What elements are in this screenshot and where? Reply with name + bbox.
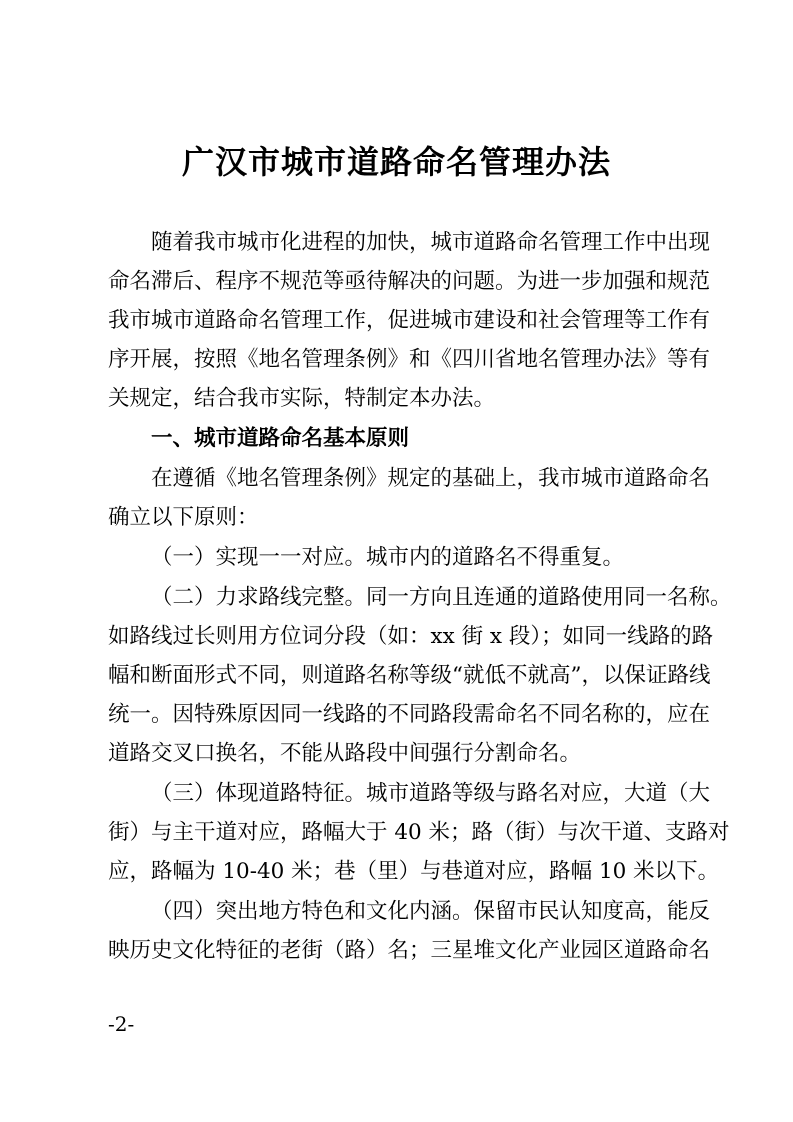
paragraph-line: 统一。因特殊原因同一线路的不同路段需命名不同名称的，应在 [108, 702, 711, 727]
paragraph-line: 我市城市道路命名管理工作，促进城市建设和社会管理等工作有 [108, 308, 711, 333]
paragraph-line: 随着我市城市化进程的加快，城市道路命名管理工作中出现 [151, 230, 711, 255]
paragraph-line: 关规定，结合我市实际，特制定本办法。 [108, 386, 496, 411]
paragraph-line: （三）体现道路特征。城市道路等级与路名对应，大道（大 [151, 781, 711, 806]
page-number: -2- [108, 1012, 135, 1036]
paragraph-line: （四）突出地方特色和文化内涵。保留市民认知度高，能反 [151, 899, 711, 924]
paragraph-line: 道路交叉口换名，不能从路段中间强行分割命名。 [108, 741, 582, 766]
paragraph-line: 如路线过长则用方位词分段（如：xx 街 x 段）；如同一线路的路 [108, 624, 714, 649]
paragraph-line: 确立以下原则： [108, 505, 259, 530]
paragraph-line: 序开展，按照《地名管理条例》和《四川省地名管理办法》等有 [108, 347, 711, 372]
document-title: 广汉市城市道路命名管理办法 [181, 143, 611, 181]
paragraph-line: 应，路幅为 10-40 米；巷（里）与巷道对应，路幅 10 米以下。 [108, 859, 720, 884]
paragraph-line: （一）实现一一对应。城市内的道路名不得重复。 [151, 545, 625, 570]
paragraph-line: 幅和断面形式不同，则道路名称等级“就低不就高”，以保证路线 [108, 663, 711, 688]
paragraph-line: 映历史文化特征的老街（路）名；三星堆文化产业园区道路命名 [108, 938, 711, 963]
paragraph-line: 街）与主干道对应，路幅大于 40 米；路（街）与次干道、支路对 [108, 820, 730, 845]
section-heading: 一、城市道路命名基本原则 [151, 426, 410, 451]
paragraph-line: 命名滞后、程序不规范等亟待解决的问题。为进一步加强和规范 [108, 269, 711, 294]
paragraph-line: 在遵循《地名管理条例》规定的基础上，我市城市道路命名 [151, 466, 711, 491]
paragraph-line: （二）力求路线完整。同一方向且连通的道路使用同一名称。 [151, 585, 732, 610]
